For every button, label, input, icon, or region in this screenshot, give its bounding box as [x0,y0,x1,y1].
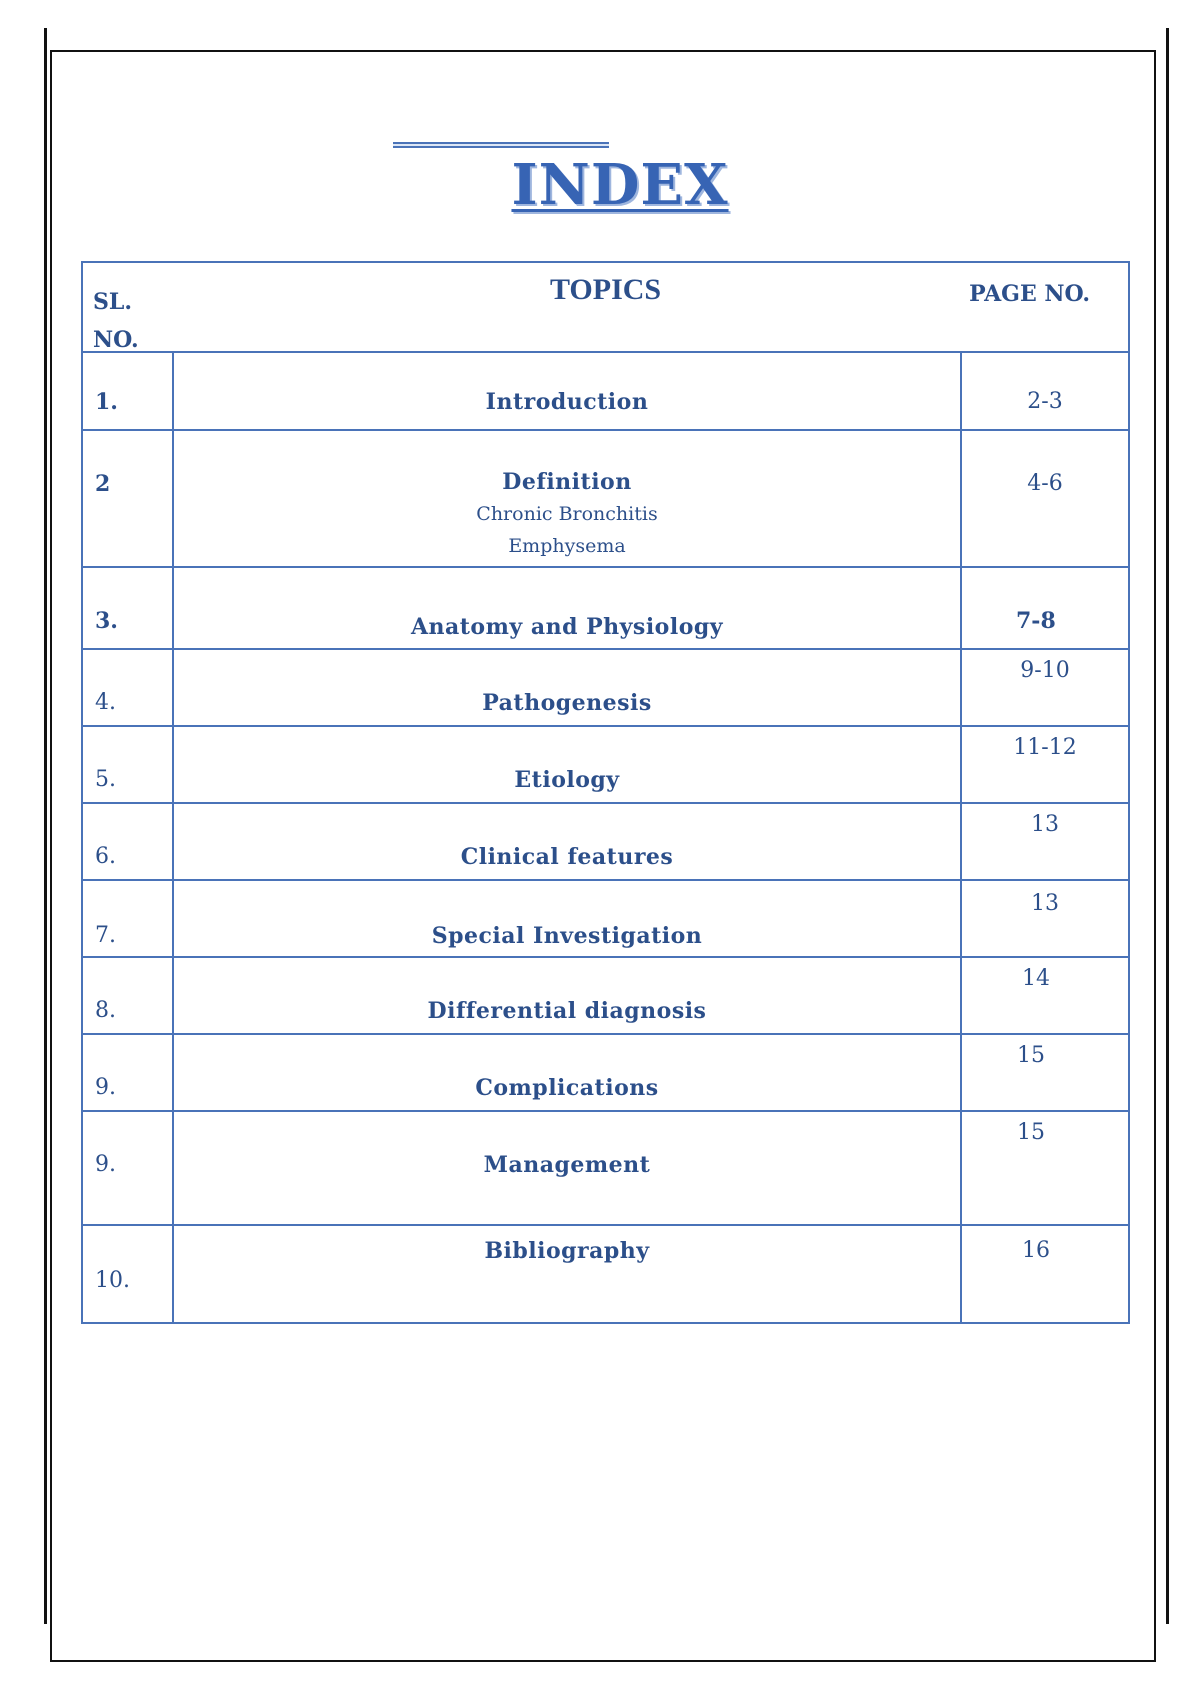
table-row [82,726,1129,803]
row-subtopic: Chronic Bronchitis [476,503,658,525]
index-table [81,261,1130,1324]
row-page-no: 7-8 [1016,608,1056,634]
row-page-no: 9-10 [1020,658,1070,683]
header-page-no: PAGE NO. [969,281,1091,307]
row-sl-no: 6. [95,844,116,869]
page-title: INDEX [511,152,729,218]
table-row [82,352,1129,430]
header-topics: TOPICS [549,273,662,306]
row-page-no: 13 [1031,891,1060,916]
table-header-row [82,262,1129,352]
row-sl-no: 1. [95,389,118,415]
header-sl-no: SL. NO. [93,289,139,353]
row-page-no: 4-6 [1027,471,1063,496]
row-page-no: 15 [1017,1120,1045,1145]
row-topic: Differential diagnosis [427,998,707,1024]
row-topic: Pathogenesis [482,690,652,716]
row-page-no: 14 [1022,966,1050,991]
row-topic: Introduction [485,389,649,415]
row-topic: Bibliography [484,1238,650,1264]
row-topic: Complications [475,1075,659,1101]
row-page-no: 13 [1031,812,1060,837]
row-topic: Management [483,1152,651,1178]
row-sl-no: 7. [95,923,116,948]
table-row [82,1111,1129,1225]
row-sl-no: 5. [95,767,116,792]
row-sl-no: 3. [95,608,118,634]
row-page-no: 16 [1022,1238,1050,1263]
row-sl-no: 4. [95,690,116,715]
table-row [82,1225,1129,1323]
row-subtopic: Emphysema [508,535,626,557]
table-row [82,880,1129,957]
row-sl-no: 9. [95,1075,116,1100]
right-margin-line [1166,28,1169,1624]
title-rule [393,142,609,148]
row-sl-no: 10. [95,1268,130,1293]
table-row [82,1034,1129,1111]
table-row [82,567,1129,649]
row-topic: Special Investigation [431,923,703,949]
row-page-no: 11-12 [1013,735,1077,760]
left-margin-line [44,28,47,1624]
row-topic: Etiology [514,767,620,793]
row-sl-no: 9. [95,1152,116,1177]
row-page-no: 2-3 [1027,389,1063,414]
table-row [82,803,1129,880]
row-sl-no: 8. [95,998,116,1023]
row-topic: Definition [502,469,632,495]
row-topic: Anatomy and Physiology [410,614,724,640]
table-row [82,649,1129,726]
row-topic: Clinical features [460,844,674,870]
table-row [82,957,1129,1034]
table-row [82,430,1129,567]
table-header [82,262,1129,352]
row-sl-no: 2 [95,471,111,497]
row-page-no: 15 [1017,1043,1045,1068]
